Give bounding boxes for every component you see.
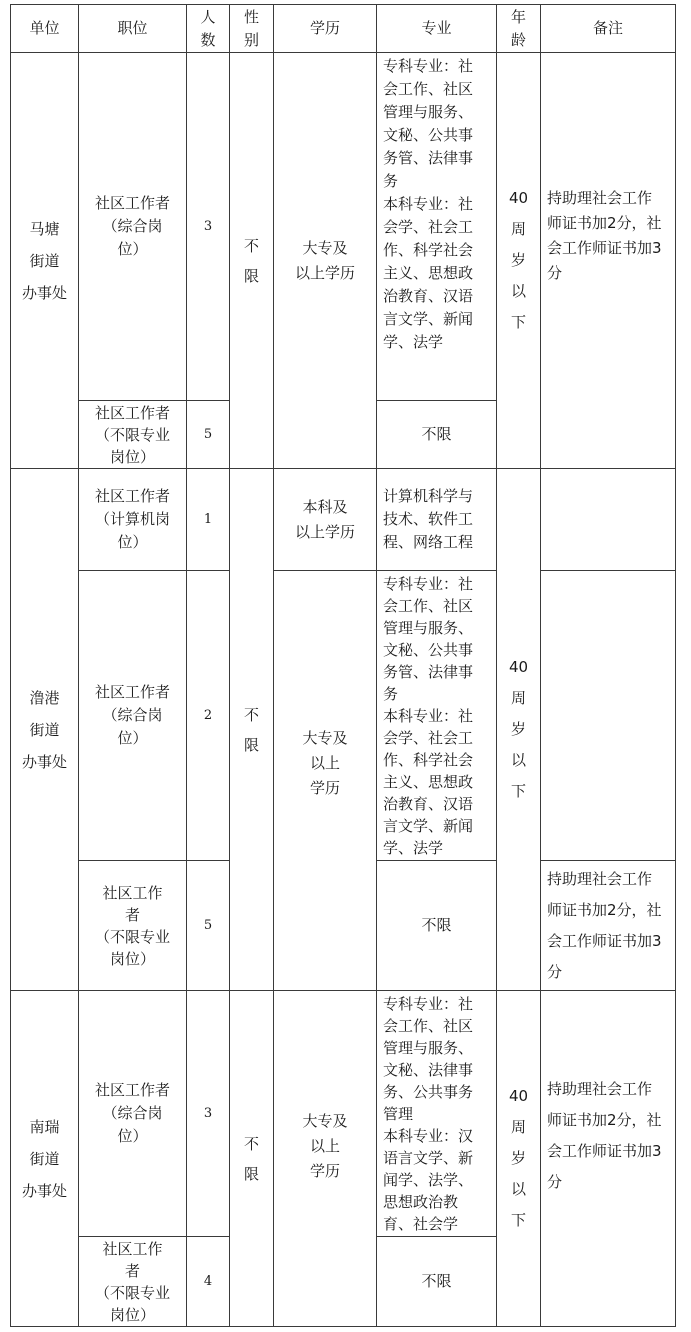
gender-value: 不 限 bbox=[243, 236, 259, 285]
major-value: 专科专业：社 会工作、社区 管理与服务、 文秘、公共事 务管、法律事 务 本科专业：社 会学、社会工 作、科学社会 主义、思想政 治教育、汉语 言文学、新闻 学、法学 bbox=[383, 57, 474, 351]
education-cell bbox=[274, 571, 376, 990]
position-cell bbox=[79, 401, 186, 468]
row-divider bbox=[540, 570, 676, 571]
position-name: 社区工作者 （综合岗 位） bbox=[94, 683, 170, 747]
major-value: 不限 bbox=[421, 425, 452, 443]
header-remark bbox=[541, 5, 675, 52]
position-name: 社区工作 者 （不限专业 岗位） bbox=[94, 1239, 170, 1324]
header-count bbox=[187, 5, 229, 52]
position-cell bbox=[79, 53, 186, 400]
unit-name: 马塘 街道 办事处 bbox=[21, 219, 67, 302]
count-value: 5 bbox=[203, 918, 213, 933]
table-border-bottom bbox=[10, 1326, 676, 1327]
position-name: 社区工作者 （计算机岗 位） bbox=[94, 487, 170, 551]
position-name: 社区工作者 （综合岗 位） bbox=[94, 194, 170, 258]
count-value: 2 bbox=[203, 708, 213, 723]
header-gender bbox=[230, 5, 273, 52]
age-value: 40 周 岁 以 下 bbox=[508, 189, 529, 331]
count-cell bbox=[187, 991, 229, 1236]
remark-cell bbox=[547, 861, 675, 990]
position-cell bbox=[79, 991, 186, 1236]
education-value: 大专及 以上 学历 bbox=[302, 728, 348, 797]
major-value: 不限 bbox=[421, 1272, 452, 1290]
header-age-text: 年 龄 bbox=[510, 7, 526, 49]
position-cell bbox=[79, 571, 186, 860]
education-value: 本科及 以上学历 bbox=[294, 497, 355, 541]
count-cell bbox=[187, 53, 229, 400]
count-value: 3 bbox=[203, 1106, 213, 1121]
major-cell bbox=[383, 991, 495, 1236]
column-divider bbox=[376, 4, 377, 1327]
header-position bbox=[79, 5, 186, 52]
count-cell bbox=[187, 861, 229, 990]
header-unit-text: 单位 bbox=[29, 19, 60, 37]
major-cell bbox=[377, 401, 496, 468]
major-cell bbox=[377, 1237, 496, 1326]
header-major bbox=[377, 5, 496, 52]
header-major-text: 专业 bbox=[421, 19, 452, 37]
gender-cell bbox=[230, 469, 273, 990]
major-cell bbox=[383, 55, 495, 400]
education-cell bbox=[274, 469, 376, 570]
remark-value: 持助理社会工作 师证书加2分，社 会工作师证书加3 分 bbox=[547, 188, 662, 282]
major-value: 计算机科学与 技术、软件工 程、网络工程 bbox=[383, 487, 474, 551]
major-value: 专科专业：社 会工作、社区 管理与服务、 文秘、法律事 务、公共事务 管理 本科专业：汉 语言文学、新 闻学、法学、 思想政治教 育、社会学 bbox=[383, 994, 474, 1233]
age-cell bbox=[497, 53, 540, 468]
count-value: 3 bbox=[203, 219, 213, 234]
major-cell bbox=[377, 861, 496, 990]
header-education-text: 学历 bbox=[309, 19, 340, 37]
age-value: 40 周 岁 以 下 bbox=[508, 1087, 529, 1229]
header-count-text: 人 数 bbox=[200, 7, 216, 49]
unit-cell bbox=[11, 991, 78, 1326]
age-value: 40 周 岁 以 下 bbox=[508, 658, 529, 800]
remark-cell bbox=[547, 991, 675, 1326]
major-cell bbox=[383, 571, 495, 860]
count-value: 4 bbox=[203, 1274, 213, 1289]
position-name: 社区工作 者 （不限专业 岗位） bbox=[94, 883, 170, 968]
unit-cell bbox=[11, 53, 78, 468]
count-value: 1 bbox=[203, 512, 213, 527]
header-position-text: 职位 bbox=[117, 19, 148, 37]
remark-value: 持助理社会工作 师证书加2分，社 会工作师证书加3 分 bbox=[547, 869, 662, 981]
position-cell bbox=[79, 1237, 186, 1326]
header-gender-text: 性 别 bbox=[243, 7, 259, 49]
header-age bbox=[497, 5, 540, 52]
unit-name: 澛港 街道 办事处 bbox=[21, 688, 67, 771]
count-value: 5 bbox=[203, 427, 213, 442]
major-value: 专科专业：社 会工作、社区 管理与服务、 文秘、公共事 务管、法律事 务 本科专业：社 会学、社会工 作、科学社会 主义、思想政 治教育、汉语 言文学、新闻 学、法学 bbox=[383, 574, 474, 857]
position-name: 社区工作者 （不限专业 岗位） bbox=[94, 403, 170, 466]
unit-name: 南瑞 街道 办事处 bbox=[21, 1117, 67, 1200]
age-cell bbox=[497, 469, 540, 990]
remark-value: 持助理社会工作 师证书加2分，社 会工作师证书加3 分 bbox=[547, 1080, 662, 1191]
gender-value: 不 限 bbox=[243, 1134, 259, 1183]
major-cell bbox=[383, 469, 495, 570]
column-divider bbox=[540, 4, 541, 1327]
education-value: 大专及 以上 学历 bbox=[302, 1111, 348, 1180]
education-value: 大专及 以上学历 bbox=[294, 238, 355, 282]
count-cell bbox=[187, 469, 229, 570]
header-remark-text: 备注 bbox=[592, 19, 623, 37]
education-cell bbox=[274, 991, 376, 1326]
table-border-right bbox=[675, 4, 676, 1327]
count-cell bbox=[187, 1237, 229, 1326]
age-cell bbox=[497, 991, 540, 1326]
gender-value: 不 限 bbox=[243, 705, 259, 754]
position-cell bbox=[79, 861, 186, 990]
education-cell bbox=[274, 53, 376, 468]
major-value: 不限 bbox=[421, 916, 452, 934]
remark-cell bbox=[547, 53, 675, 468]
count-cell bbox=[187, 401, 229, 468]
header-unit bbox=[11, 5, 78, 52]
count-cell bbox=[187, 571, 229, 860]
gender-cell bbox=[230, 53, 273, 468]
header-education bbox=[274, 5, 376, 52]
position-cell bbox=[79, 469, 186, 570]
gender-cell bbox=[230, 991, 273, 1326]
position-name: 社区工作者 （综合岗 位） bbox=[94, 1081, 170, 1145]
unit-cell bbox=[11, 469, 78, 990]
